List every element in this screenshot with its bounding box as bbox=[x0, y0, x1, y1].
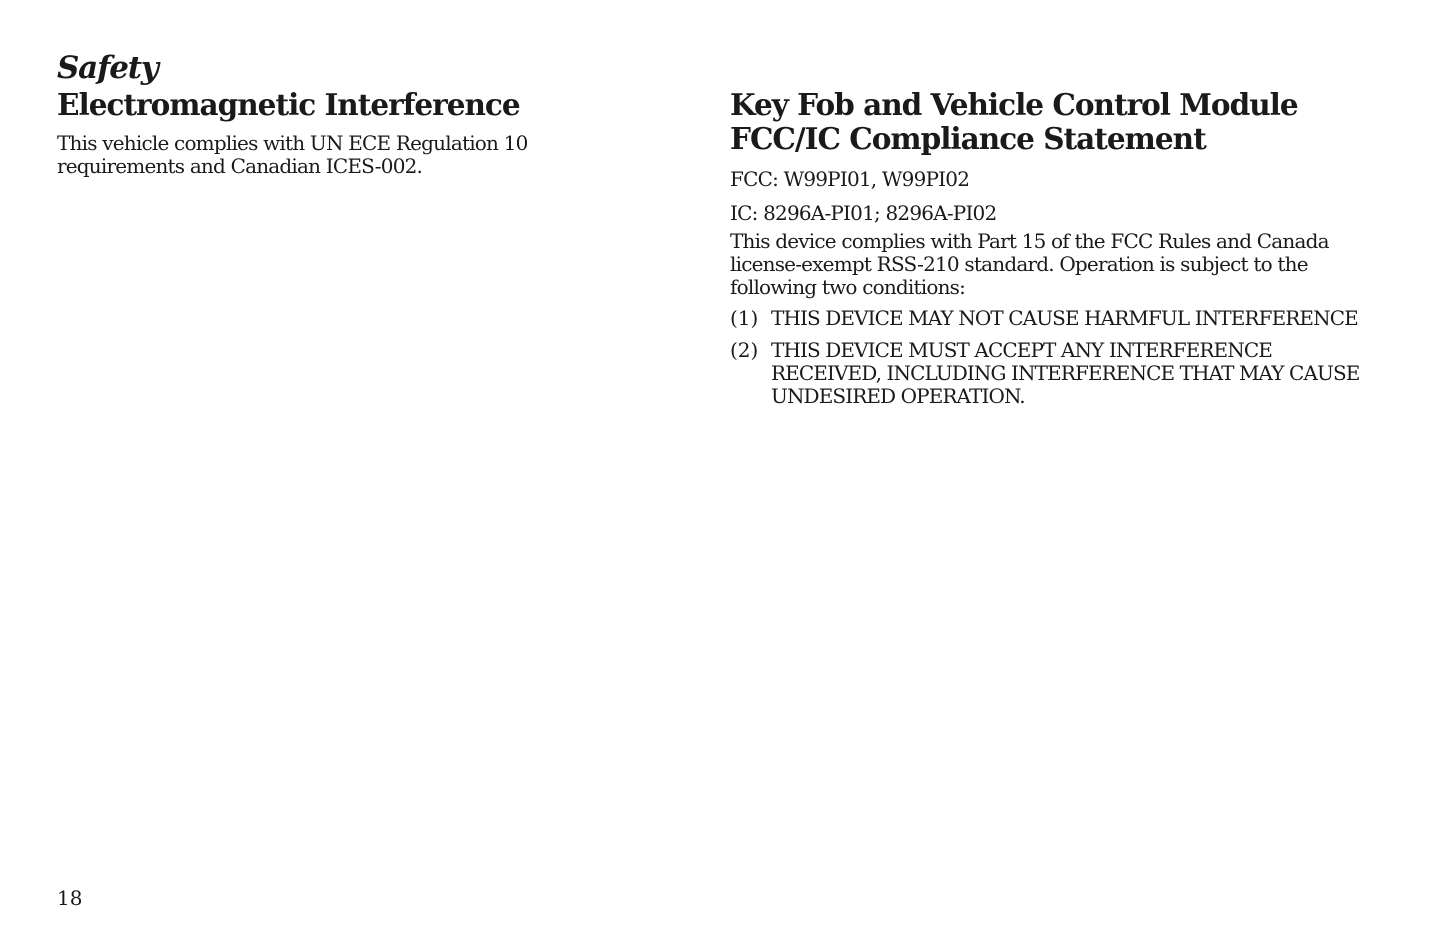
condition-number: (2) bbox=[730, 338, 759, 362]
compliance-heading bbox=[730, 88, 1370, 156]
right-column bbox=[730, 88, 1370, 417]
left-column bbox=[57, 88, 657, 178]
condition-item bbox=[730, 339, 1370, 408]
condition-number: (1) bbox=[730, 306, 759, 330]
compliance-heading-line-1: Key Fob and Vehicle Control Module bbox=[730, 87, 1298, 122]
emi-body-text: This vehicle complies with UN ECE Regulation 10 requirements and Canadian ICES-002. bbox=[57, 131, 528, 178]
fcc-id-line: FCC: W99PI01, W99PI02 bbox=[730, 167, 970, 191]
condition-text: THIS DEVICE MAY NOT CAUSE HARMFUL INTERFERENCE bbox=[771, 306, 1358, 330]
section-label: Safety bbox=[57, 50, 158, 86]
compliance-statement: This device complies with Part 15 of the FCC Rules and Canada license-exempt RSS-210 standard. Operation is subject to the following two conditions: bbox=[730, 229, 1329, 299]
condition-item bbox=[730, 307, 1370, 330]
conditions-list bbox=[730, 307, 1370, 408]
ic-id-line: IC: 8296A-PI01; 8296A-PI02 bbox=[730, 201, 997, 225]
compliance-heading-line-2: FCC/IC Compliance Statement bbox=[730, 121, 1206, 156]
page-number: 18 bbox=[57, 886, 83, 910]
condition-text: THIS DEVICE MUST ACCEPT ANY INTERFERENCE RECEIVED, INCLUDING INTERFERENCE THAT MAY CAUSE UNDESIRED OPERATION. bbox=[771, 338, 1360, 408]
emi-heading: Electromagnetic Interference bbox=[57, 87, 520, 122]
